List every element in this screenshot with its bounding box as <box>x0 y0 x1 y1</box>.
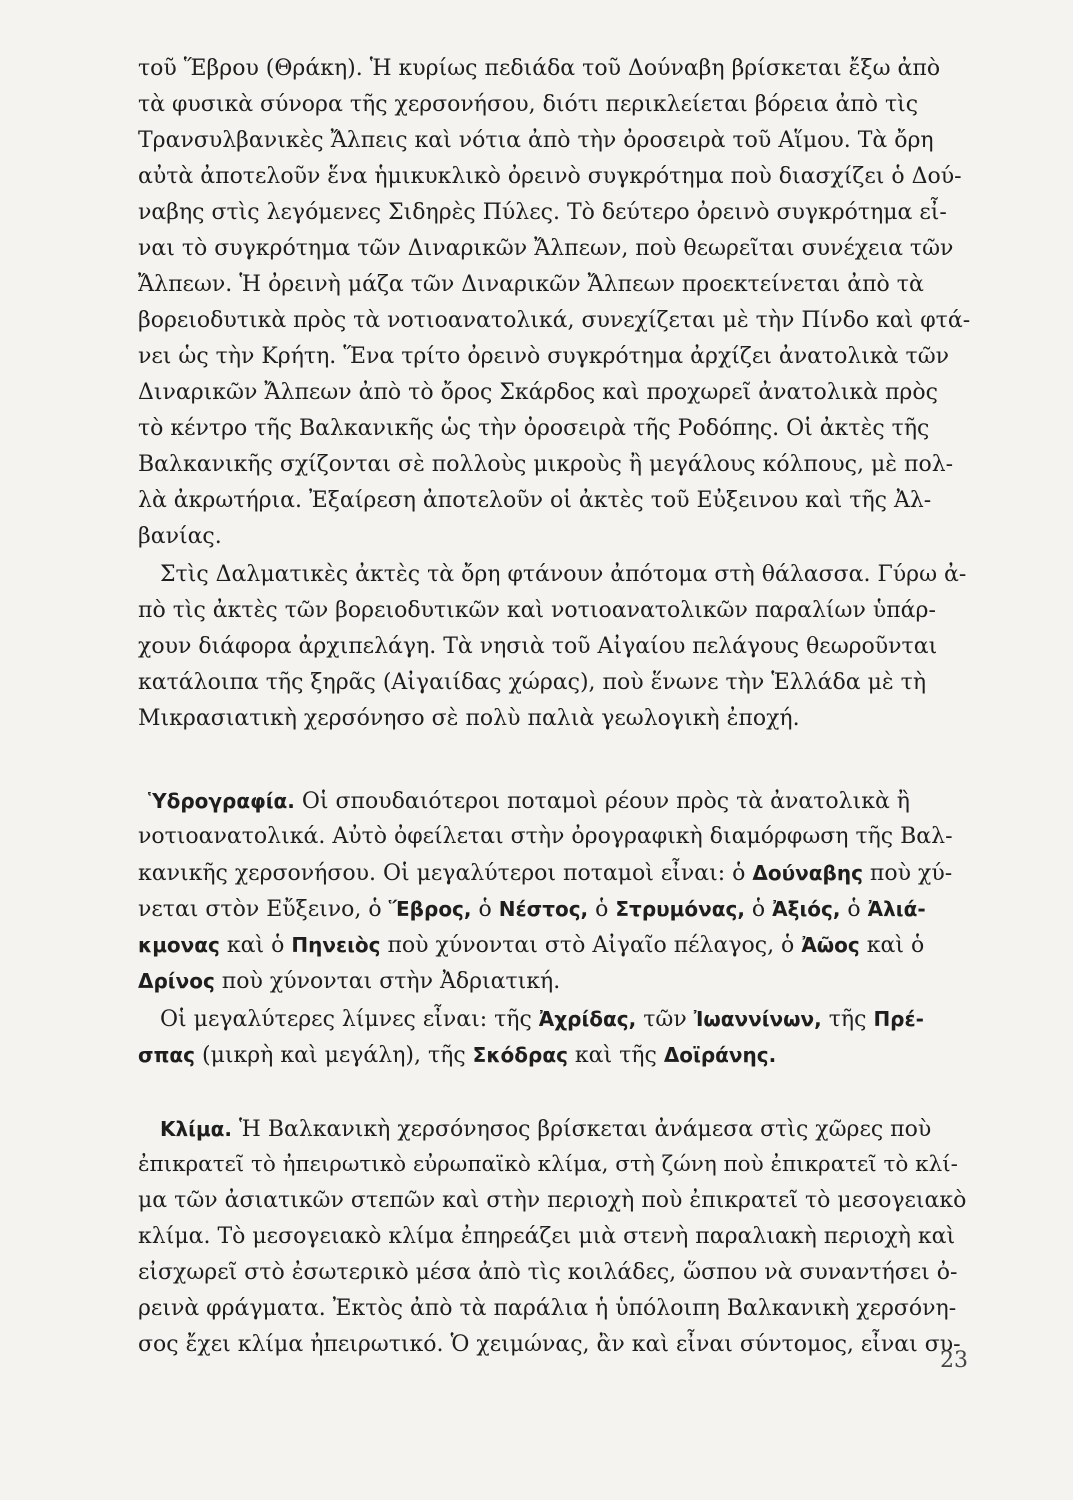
text-line <box>148 786 910 817</box>
term-danube: Δούναβης <box>752 861 863 885</box>
term-aliakmonas-cont: κμονας <box>138 933 220 957</box>
text-line: ναι τὸ συγκρότημα τῶν Διναρικῶν Ἄλπεων, ποὺ θεωρεῖται συνέχεια τῶν <box>138 236 954 261</box>
text-run: ποὺ χύνονται στὴν Ἀδριατική. <box>214 969 561 994</box>
term-prespa-cont: σπας <box>138 1043 195 1067</box>
text-line: Στὶς Δαλματικὲς ἀκτὲς τὰ ὄρη φτάνουν ἀπότομα στὴ θάλασσα. Γύρω ἀ- <box>160 562 967 587</box>
text-run: Οἱ μεγαλύτερες λίμνες εἶναι: τῆς <box>160 1007 539 1032</box>
term-pineios: Πηνειὸς <box>291 933 381 957</box>
text-line: σος ἔχει κλίμα ἠπειρωτικό. Ὁ χειμώνας, ἂν καὶ εἶναι σύντομος, εἶναι συ- <box>138 1332 961 1357</box>
text-line <box>138 966 560 997</box>
text-run: (μικρὴ καὶ μεγάλη), τῆς <box>195 1043 473 1068</box>
text-run: νεται στὸν Εὔξεινο, ὁ <box>138 897 389 922</box>
text-line: κλίμα. Τὸ μεσογειακὸ κλίμα ἐπηρεάζει μιὰ στενὴ παραλιακὴ περιοχὴ καὶ <box>138 1224 956 1249</box>
text-run: καὶ ὁ <box>219 933 292 958</box>
text-line <box>138 894 926 925</box>
text-line: Μικρασιατικὴ χερσόνησο σὲ πολὺ παλιὰ γεωλογικὴ ἐποχή. <box>138 706 800 731</box>
text-line: κατάλοιπα τῆς ξηρᾶς (Αἰγαιίδας χώρας), ποὺ ἕνωνε τὴν Ἑλλάδα μὲ τὴ <box>138 670 927 695</box>
text-line: νοτιοανατολικά. Αὐτὸ ὀφείλεται στὴν ὀρογραφικὴ διαμόρφωση τῆς Βαλ- <box>138 824 953 849</box>
text-line: Τρανσυλβανικὲς Ἄλπεις καὶ νότια ἀπὸ τὴν ὀροσειρὰ τοῦ Αἵμου. Τὰ ὄρη <box>138 128 934 153</box>
text-line: αὐτὰ ἀποτελοῦν ἕνα ἡμικυκλικὸ ὀρεινὸ συγκρότημα ποὺ διασχίζει ὁ Δού- <box>138 164 962 189</box>
text-line: εἰσχωρεῖ στὸ ἐσωτερικὸ μέσα ἀπὸ τὶς κοιλάδες, ὥσπου νὰ συναντήσει ὀ- <box>138 1260 958 1285</box>
term-doirani: Δοϊράνης. <box>663 1043 777 1067</box>
text-line: τὰ φυσικὰ σύνορα τῆς χερσονήσου, διότι περικλείεται βόρεια ἀπὸ τὶς <box>138 92 919 117</box>
text-run: τῶν <box>636 1007 694 1032</box>
text-line: λὰ ἀκρωτήρια. Ἐξαίρεση ἀποτελοῦν οἱ ἀκτὲς τοῦ Εὐξεινου καὶ τῆς Ἀλ- <box>138 488 932 513</box>
text-run: ὁ <box>588 897 616 922</box>
text-run: ποὺ χύ- <box>862 861 953 886</box>
text-line: Διναρικῶν Ἄλπεων ἀπὸ τὸ ὄρος Σκάρδος καὶ προχωρεῖ ἀνατολικὰ πρὸς <box>138 380 938 405</box>
term-strymonas: Στρυμόνας, <box>615 897 745 921</box>
text-line: τὸ κέντρο τῆς Βαλκανικῆς ὡς τὴν ὀροσειρὰ τῆς Ροδόπης. Οἱ ἀκτὲς τῆς <box>138 416 930 441</box>
section-heading-hydrography: Ὑδρογραφία. <box>148 789 295 813</box>
text-line: πὸ τὶς ἀκτὲς τῶν βορειοδυτικῶν καὶ νοτιοανατολικῶν παραλίων ὑπάρ- <box>138 598 936 623</box>
term-achrida: Ἀχρίδας, <box>538 1007 637 1031</box>
text-line: Ἄλπεων. Ἡ ὀρεινὴ μάζα τῶν Διναρικῶν Ἄλπεων προεκτείνεται ἀπὸ τὰ <box>138 272 924 297</box>
text-line <box>138 930 924 961</box>
text-run: ὁ <box>744 897 773 922</box>
text-line <box>160 1004 924 1035</box>
text-run: Ἡ Βαλκανικὴ χερσόνησος βρίσκεται ἀνάμεσα στὶς χῶρες ποὺ <box>232 1117 932 1142</box>
text-line <box>160 1114 931 1145</box>
section-heading-climate: Κλίμα. <box>160 1117 233 1141</box>
text-run: καὶ τῆς <box>567 1043 664 1068</box>
term-drinos: Δρίνος <box>138 969 215 993</box>
text-run: κανικῆς χερσονήσου. Οἱ μεγαλύτεροι ποταμοὶ εἶναι: ὁ <box>138 861 753 886</box>
text-line: βορειοδυτικὰ πρὸς τὰ νοτιοανατολικά, συνεχίζεται μὲ τὴν Πίνδο καὶ φτά- <box>138 308 971 333</box>
term-axios: Ἀξιός, <box>772 897 841 921</box>
page-number: 23 <box>940 1348 968 1373</box>
text-run: ὁ <box>840 897 868 922</box>
text-line: Βαλκανικῆς σχίζονται σὲ πολλοὺς μικροὺς ἢ μεγάλους κόλπους, μὲ πολ- <box>138 452 954 477</box>
text-run: ὁ <box>471 897 499 922</box>
text-line: ναβης στὶς λεγόμενες Σιδηρὲς Πύλες. Τὸ δεύτερο ὀρεινὸ συγκρότημα εἶ- <box>138 200 947 225</box>
text-line: μα τῶν ἀσιατικῶν στεπῶν καὶ στὴν περιοχὴ ποὺ ἐπικρατεῖ τὸ μεσογειακὸ <box>138 1188 967 1213</box>
text-line <box>138 858 952 889</box>
term-evros: Ἕβρος, <box>388 897 472 921</box>
text-line: νει ὡς τὴν Κρήτη. Ἕνα τρίτο ὀρεινὸ συγκρότημα ἀρχίζει ἀνατολικὰ τῶν <box>138 344 950 369</box>
text-line: βανίας. <box>138 524 222 549</box>
text-run: Οἱ σπουδαιότεροι ποταμοὶ ρέουν πρὸς τὰ ἀνατολικὰ ἢ <box>294 789 910 814</box>
term-ioannina: Ἰωαννίνων, <box>693 1007 822 1031</box>
text-line <box>138 1040 776 1071</box>
term-nestos: Νέστος, <box>498 897 589 921</box>
term-skodra: Σκόδρας <box>472 1043 568 1067</box>
text-run: τῆς <box>821 1007 874 1032</box>
term-prespa: Πρέ- <box>873 1007 924 1031</box>
text-line: ἐπικρατεῖ τὸ ἠπειρωτικὸ εὐρωπαϊκὸ κλίμα, στὴ ζώνη ποὺ ἐπικρατεῖ τὸ κλί- <box>138 1152 958 1177</box>
term-aoos: Ἀῶος <box>801 933 860 957</box>
text-line: τοῦ Ἕβρου (Θράκη). Ἡ κυρίως πεδιάδα τοῦ Δούναβη βρίσκεται ἔξω ἀπὸ <box>138 56 941 81</box>
term-aliakmonas: Ἀλιά- <box>867 897 926 921</box>
text-run: ποὺ χύνονται στὸ Αἰγαῖο πέλαγος, ὁ <box>380 933 802 958</box>
text-run: καὶ ὁ <box>859 933 925 958</box>
text-line: χουν διάφορα ἀρχιπελάγη. Τὰ νησιὰ τοῦ Αἰγαίου πελάγους θεωροῦνται <box>138 634 938 659</box>
text-line: ρεινὰ φράγματα. Ἐκτὸς ἀπὸ τὰ παράλια ἡ ὑπόλοιπη Βαλκανικὴ χερσόνη- <box>138 1296 957 1321</box>
